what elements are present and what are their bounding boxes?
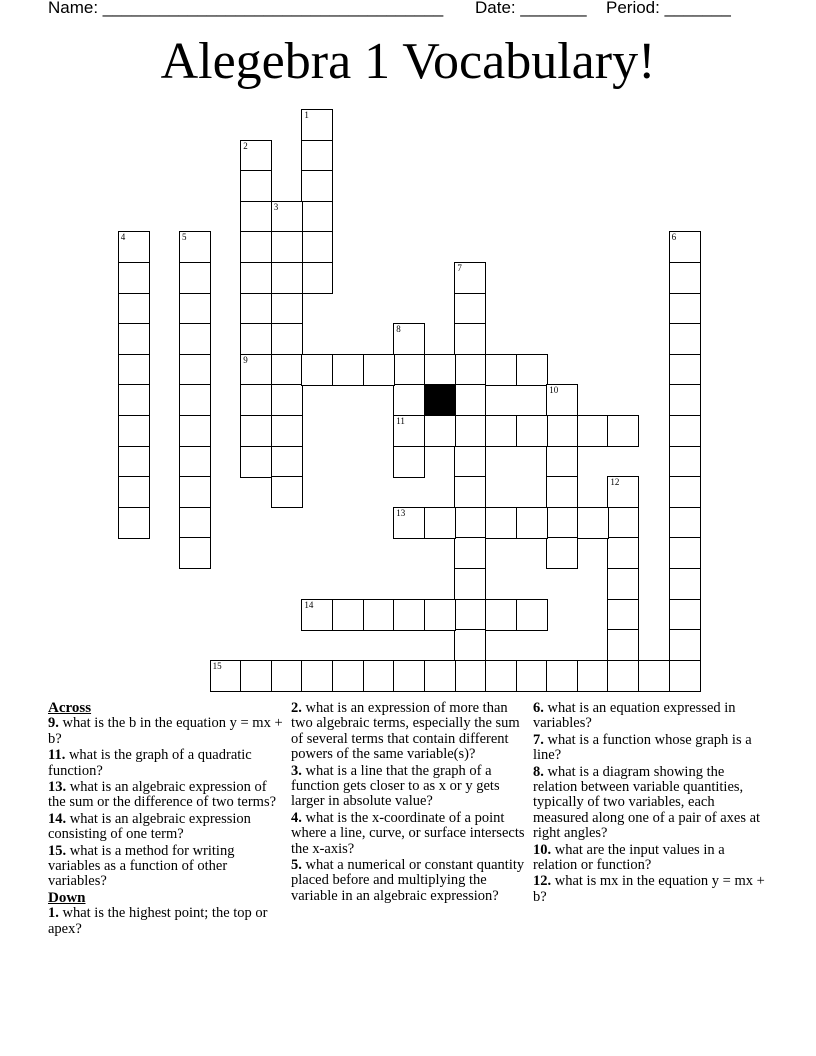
crossword-cell[interactable] bbox=[638, 660, 670, 692]
crossword-cell[interactable] bbox=[118, 415, 150, 447]
down-heading: Down bbox=[48, 889, 86, 906]
crossword-cell[interactable] bbox=[454, 599, 486, 631]
crossword-cell[interactable] bbox=[607, 568, 639, 600]
clue-number: 4. bbox=[291, 809, 302, 826]
crossword-cell[interactable] bbox=[516, 507, 548, 539]
crossword-cell[interactable] bbox=[240, 446, 272, 478]
crossword-cell[interactable] bbox=[118, 354, 150, 386]
crossword-cell[interactable] bbox=[607, 415, 639, 447]
crossword-cell[interactable] bbox=[301, 170, 333, 202]
crossword-cell[interactable] bbox=[271, 231, 303, 263]
crossword-cell[interactable] bbox=[454, 293, 486, 325]
clue-number-label: 6 bbox=[671, 232, 677, 243]
crossword-cell[interactable] bbox=[301, 231, 333, 263]
clue-number: 3. bbox=[291, 762, 302, 779]
clue-number: 10. bbox=[533, 841, 552, 858]
crossword-cell[interactable] bbox=[301, 660, 333, 692]
blocked-cell bbox=[424, 384, 456, 416]
clue-number-label: 5 bbox=[182, 232, 187, 243]
crossword-cell[interactable] bbox=[669, 507, 701, 539]
crossword-cell[interactable] bbox=[669, 476, 701, 508]
crossword-cell[interactable] bbox=[179, 384, 211, 416]
crossword-cell[interactable] bbox=[363, 599, 395, 631]
crossword-cell[interactable] bbox=[546, 476, 578, 508]
crossword-cell[interactable] bbox=[485, 599, 517, 631]
crossword-cell[interactable] bbox=[301, 109, 333, 141]
clue-text: what is an algebraic expression consisting of one term? bbox=[48, 810, 251, 843]
crossword-cell[interactable] bbox=[454, 446, 486, 478]
clue-text: what is the highest point; the top or apex? bbox=[48, 905, 268, 937]
crossword-cell[interactable] bbox=[454, 262, 486, 294]
crossword-cell[interactable] bbox=[118, 323, 150, 355]
crossword-cell[interactable] bbox=[669, 384, 701, 416]
crossword-cell[interactable] bbox=[240, 415, 272, 447]
crossword-cell[interactable] bbox=[271, 323, 303, 355]
crossword-cell[interactable] bbox=[424, 660, 456, 692]
clue-number-label: 12 bbox=[610, 477, 620, 488]
crossword-cell[interactable] bbox=[485, 660, 517, 692]
clue-item bbox=[48, 844, 284, 890]
clue-item bbox=[291, 858, 527, 904]
crossword-cell[interactable] bbox=[118, 231, 150, 263]
across-heading: Across bbox=[48, 700, 92, 716]
clue-text: what is the graph of a quadratic function? bbox=[48, 747, 252, 779]
crossword-cell[interactable] bbox=[240, 231, 272, 263]
crossword-cell[interactable] bbox=[240, 170, 272, 202]
crossword-cell[interactable] bbox=[577, 507, 609, 539]
crossword-cell[interactable] bbox=[607, 660, 639, 692]
date-field-label: Date: _______ bbox=[475, 0, 587, 17]
crossword-cell[interactable] bbox=[424, 507, 456, 539]
clue-item bbox=[48, 716, 284, 747]
clue-number: 6. bbox=[533, 700, 544, 716]
clue-text: what are the input values in a relation or function? bbox=[533, 841, 725, 874]
crossword-cell[interactable] bbox=[669, 231, 701, 263]
crossword-cell[interactable] bbox=[607, 476, 639, 508]
name-field-label: Name: ____________________________________ bbox=[48, 0, 444, 17]
crossword-cell[interactable] bbox=[393, 415, 425, 447]
crossword-cell[interactable] bbox=[669, 568, 701, 600]
crossword-cell[interactable] bbox=[118, 384, 150, 416]
crossword-cell[interactable] bbox=[607, 537, 639, 569]
crossword-cell[interactable] bbox=[607, 629, 639, 661]
crossword-cell[interactable] bbox=[240, 293, 272, 325]
clue-number-label: 1 bbox=[304, 110, 309, 120]
clue-text: what a numerical or constant quantity placed before and multiplying the variable in an algebraic expression? bbox=[291, 857, 525, 904]
clue-number-label: 7 bbox=[457, 263, 462, 273]
clue-number: 5. bbox=[291, 857, 302, 874]
crossword-cell[interactable] bbox=[301, 201, 333, 233]
crossword-cell[interactable] bbox=[454, 568, 486, 600]
clue-text: what is a diagram showing the relation between variable quantities, typically of two variables, each measured along one of a pair of axes at right angles? bbox=[533, 763, 761, 842]
crossword-cell[interactable] bbox=[271, 660, 303, 692]
crossword-cell[interactable] bbox=[454, 323, 486, 355]
clue-text: what is a method for writing variables as a function of other variables? bbox=[48, 842, 235, 890]
crossword-cell[interactable] bbox=[516, 415, 548, 447]
clue-text: what is mx in the equation y = mx + b? bbox=[533, 873, 765, 905]
crossword-cell[interactable] bbox=[301, 599, 333, 631]
crossword-cell[interactable] bbox=[393, 384, 425, 416]
page-title: Alegebra 1 Vocabulary! bbox=[160, 33, 656, 90]
clue-number-label: 15 bbox=[212, 660, 222, 671]
clue-number-label: 14 bbox=[304, 599, 314, 610]
crossword-cell[interactable] bbox=[118, 262, 150, 294]
crossword-cell[interactable] bbox=[669, 323, 701, 355]
clue-item bbox=[533, 765, 769, 842]
crossword-cell[interactable] bbox=[669, 599, 701, 631]
crossword-cell[interactable] bbox=[271, 262, 303, 294]
clue-column-1 bbox=[48, 701, 284, 938]
clue-item bbox=[533, 701, 769, 732]
crossword-cell[interactable] bbox=[669, 354, 701, 386]
crossword-cell[interactable] bbox=[454, 354, 486, 386]
clue-text: what is an equation expressed in variables? bbox=[533, 700, 736, 732]
crossword-cell[interactable] bbox=[669, 446, 701, 478]
crossword-cell[interactable] bbox=[240, 140, 272, 172]
crossword-cell[interactable] bbox=[332, 660, 364, 692]
crossword-cell[interactable] bbox=[546, 537, 578, 569]
clue-item bbox=[291, 764, 527, 810]
crossword-cell[interactable] bbox=[424, 415, 456, 447]
clue-text: what is the b in the equation y = mx + b? bbox=[48, 715, 283, 747]
crossword-cell[interactable] bbox=[179, 231, 211, 263]
crossword-cell[interactable] bbox=[240, 262, 272, 294]
clue-text: what is the x-coordinate of a point where a line, curve, or surface intersects the x-axis? bbox=[291, 809, 525, 857]
clue-number: 8. bbox=[533, 763, 544, 780]
crossword-cell[interactable] bbox=[454, 660, 486, 692]
crossword-cell[interactable] bbox=[454, 507, 486, 539]
crossword-cell[interactable] bbox=[179, 537, 211, 569]
crossword-cell[interactable] bbox=[669, 262, 701, 294]
crossword-cell[interactable] bbox=[240, 660, 272, 692]
clue-item bbox=[48, 748, 284, 779]
clue-item bbox=[48, 812, 284, 843]
crossword-cell[interactable] bbox=[669, 629, 701, 661]
crossword-cell[interactable] bbox=[301, 262, 333, 294]
clue-item bbox=[291, 811, 527, 857]
crossword-cell[interactable] bbox=[454, 384, 486, 416]
crossword-cell[interactable] bbox=[179, 476, 211, 508]
crossword-cell[interactable] bbox=[546, 507, 578, 539]
clue-number-label: 2 bbox=[243, 140, 248, 151]
clue-text: what is a line that the graph of a function gets closer to as x or y gets larger in absolute value? bbox=[291, 762, 500, 810]
clue-number-label: 4 bbox=[120, 232, 126, 243]
clue-column-3 bbox=[533, 701, 769, 906]
crossword-cell[interactable] bbox=[485, 354, 517, 386]
clue-number-label: 11 bbox=[396, 416, 405, 426]
crossword-cell[interactable] bbox=[485, 415, 517, 447]
clue-text: what is an expression of more than two algebraic terms, especially the sum of several terms that contain different powers of the same variable(s)? bbox=[291, 700, 520, 763]
crossword-cell[interactable] bbox=[301, 354, 333, 386]
crossword-cell[interactable] bbox=[363, 354, 395, 386]
crossword-cell[interactable] bbox=[607, 507, 639, 539]
crossword-cell[interactable] bbox=[271, 446, 303, 478]
crossword-cell[interactable] bbox=[546, 384, 578, 416]
crossword-cell[interactable] bbox=[454, 537, 486, 569]
crossword-cell[interactable] bbox=[271, 354, 303, 386]
crossword-cell[interactable] bbox=[607, 599, 639, 631]
crossword-cell[interactable] bbox=[393, 446, 425, 478]
clue-number: 12. bbox=[533, 873, 552, 890]
crossword-cell[interactable] bbox=[240, 323, 272, 355]
crossword-cell[interactable] bbox=[516, 660, 548, 692]
clue-column-2 bbox=[291, 701, 527, 905]
clue-number: 9. bbox=[48, 715, 59, 732]
crossword-cell[interactable] bbox=[577, 660, 609, 692]
clue-number: 15. bbox=[48, 842, 67, 859]
crossword-cell[interactable] bbox=[240, 201, 272, 233]
clue-number: 13. bbox=[48, 779, 67, 796]
crossword-cell[interactable] bbox=[454, 476, 486, 508]
crossword-cell[interactable] bbox=[669, 660, 701, 692]
crossword-cell[interactable] bbox=[669, 293, 701, 325]
crossword-cell[interactable] bbox=[271, 384, 303, 416]
clue-number-label: 10 bbox=[549, 385, 559, 396]
crossword-cell[interactable] bbox=[454, 629, 486, 661]
clue-item bbox=[48, 780, 284, 811]
clue-number: 11. bbox=[48, 747, 66, 764]
crossword-cell[interactable] bbox=[179, 293, 211, 325]
crossword-cell[interactable] bbox=[210, 660, 242, 692]
crossword-cell[interactable] bbox=[240, 384, 272, 416]
clue-item bbox=[533, 843, 769, 874]
clue-text: what is a function whose graph is a line? bbox=[533, 731, 752, 764]
crossword-cell[interactable] bbox=[516, 354, 548, 386]
crossword-cell[interactable] bbox=[179, 354, 211, 386]
crossword-cell[interactable] bbox=[271, 293, 303, 325]
crossword-cell[interactable] bbox=[454, 415, 486, 447]
crossword-cell[interactable] bbox=[424, 599, 456, 631]
crossword-cell[interactable] bbox=[179, 262, 211, 294]
crossword-cell[interactable] bbox=[393, 354, 425, 386]
crossword-cell[interactable] bbox=[118, 476, 150, 508]
crossword-cell[interactable] bbox=[179, 446, 211, 478]
clue-number: 7. bbox=[533, 731, 544, 748]
crossword-cell[interactable] bbox=[332, 354, 364, 386]
crossword-cell[interactable] bbox=[393, 599, 425, 631]
crossword-cell[interactable] bbox=[577, 415, 609, 447]
crossword-cell[interactable] bbox=[546, 660, 578, 692]
crossword-cell[interactable] bbox=[516, 599, 548, 631]
crossword-cell[interactable] bbox=[301, 140, 333, 172]
crossword-cell[interactable] bbox=[332, 599, 364, 631]
crossword-cell[interactable] bbox=[179, 323, 211, 355]
clue-item bbox=[533, 733, 769, 764]
crossword-cell[interactable] bbox=[179, 415, 211, 447]
crossword-cell[interactable] bbox=[271, 476, 303, 508]
clue-number-label: 13 bbox=[396, 507, 406, 518]
clue-number: 1. bbox=[48, 905, 59, 922]
crossword-cell[interactable] bbox=[271, 415, 303, 447]
crossword-cell[interactable] bbox=[118, 446, 150, 478]
period-field-label: Period: _______ bbox=[606, 0, 731, 17]
clue-number-label: 8 bbox=[396, 324, 401, 335]
crossword-cell[interactable] bbox=[240, 354, 272, 386]
crossword-cell[interactable] bbox=[393, 660, 425, 692]
crossword-cell[interactable] bbox=[424, 354, 456, 386]
crossword-cell[interactable] bbox=[179, 507, 211, 539]
crossword-cell[interactable] bbox=[546, 446, 578, 478]
crossword-cell[interactable] bbox=[118, 293, 150, 325]
clue-number-label: 3 bbox=[273, 201, 279, 212]
clue-item bbox=[533, 874, 769, 905]
crossword-cell[interactable] bbox=[393, 507, 425, 539]
clue-item bbox=[291, 701, 527, 763]
clue-item bbox=[48, 906, 284, 937]
crossword-cell[interactable] bbox=[393, 323, 425, 355]
clue-text: what is an algebraic expression of the sum or the difference of two terms? bbox=[48, 779, 277, 811]
crossword-cell[interactable] bbox=[271, 201, 303, 233]
crossword-cell[interactable] bbox=[485, 507, 517, 539]
crossword-cell[interactable] bbox=[363, 660, 395, 692]
crossword-cell[interactable] bbox=[546, 415, 578, 447]
crossword-cell[interactable] bbox=[669, 537, 701, 569]
crossword-cell[interactable] bbox=[118, 507, 150, 539]
clue-number: 14. bbox=[48, 810, 67, 827]
clue-number: 2. bbox=[291, 700, 302, 716]
clue-number-label: 9 bbox=[243, 354, 248, 365]
crossword-cell[interactable] bbox=[669, 415, 701, 447]
